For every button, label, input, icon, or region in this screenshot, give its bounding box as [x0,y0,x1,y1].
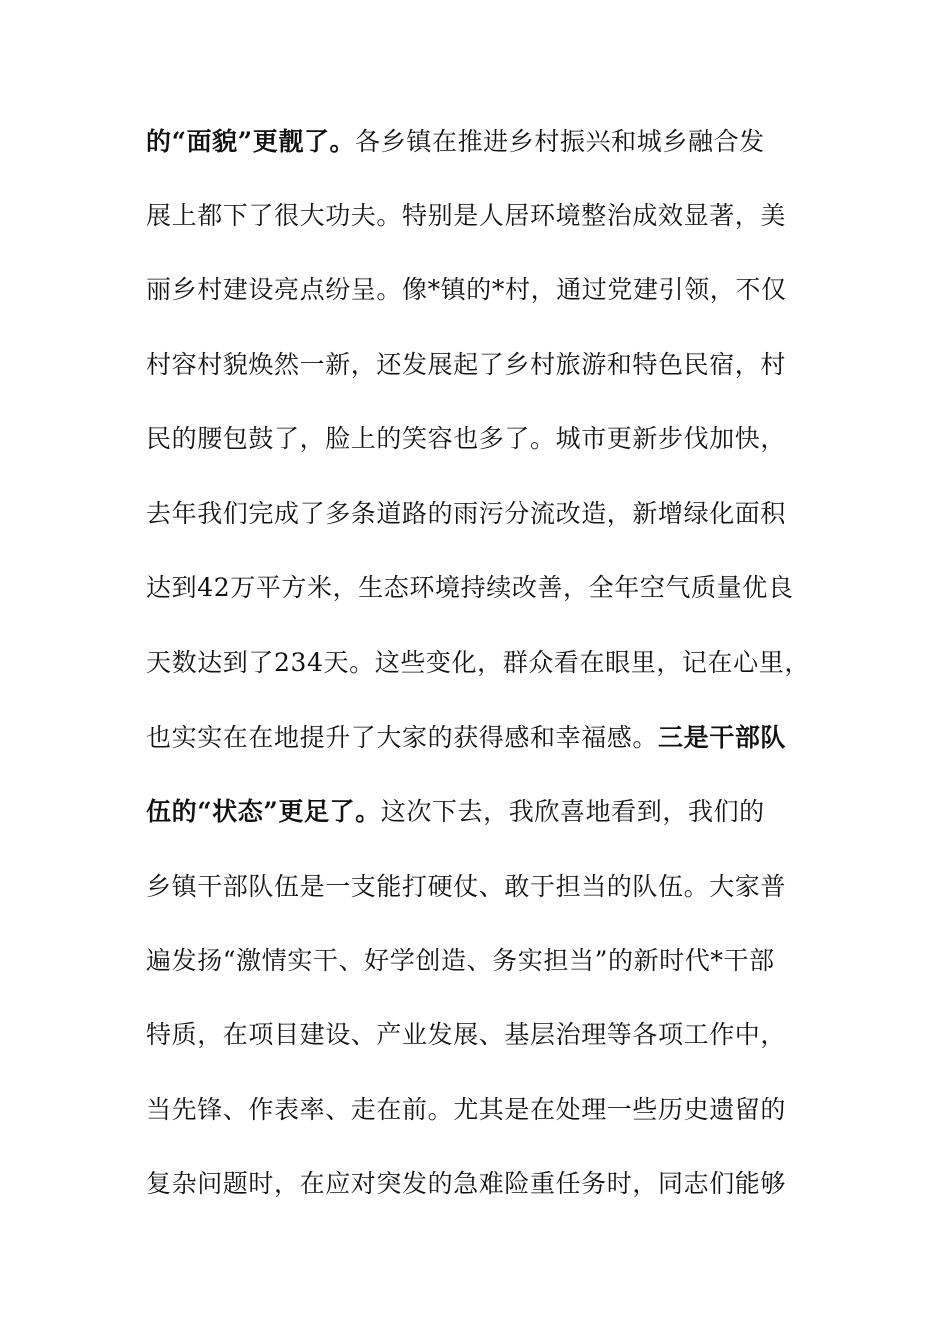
text-run: 三是干部队 [658,723,787,752]
text-line [146,1015,806,1055]
text-run: 各乡镇在推进乡村振兴和城乡融合发 [355,127,765,156]
text-run: 村容村貌焕然一新，还发展起了乡村旅游和特色民宿，村 [146,350,787,379]
text-line [146,867,806,907]
text-line [146,792,806,832]
text-run: 伍的“状态”更足了。 [146,797,381,826]
text-run: 当先锋、作表率、走在前。尤其是在处理一些历史遗留的 [146,1095,787,1124]
text-run: 去年我们完成了多条道路的雨污分流改造，新增绿化面积 [146,499,787,528]
text-run: 展上都下了很大功夫。特别是人居环境整治成效显著，美 [146,201,787,230]
text-line [146,1090,806,1130]
text-run: 达到42万平方米，生态环境持续改善，全年空气质量优良 [146,573,794,602]
text-line [146,643,810,683]
text-run: 特质，在项目建设、产业发展、基层治理等各项工作中， [146,1020,787,1049]
text-run: 遍发扬“激情实干、好学创造、务实担当”的新时代*干部 [146,946,775,975]
text-line [146,270,806,310]
text-line [146,494,806,534]
text-line [146,345,806,385]
text-line [146,718,806,758]
text-run: 民的腰包鼓了，脸上的笑容也多了。城市更新步伐加快， [146,424,787,453]
text-run: 的“面貌”更靓了。 [146,127,356,156]
text-run: 这次下去，我欣喜地看到，我们的 [380,797,765,826]
text-line [146,941,806,981]
text-line [146,196,806,236]
text-run: 也实实在在地提升了大家的获得感和幸福感。 [146,723,659,752]
text-line [146,568,806,608]
text-run: 天数达到了234天。这些变化，群众看在眼里，记在心里， [146,648,810,677]
text-line [146,122,806,162]
text-line [146,419,806,459]
text-run: 丽乡村建设亮点纷呈。像*镇的*村，通过党建引领，不仅 [146,275,787,304]
text-line [146,1164,806,1204]
text-run: 复杂问题时，在应对突发的急难险重任务时，同志们能够 [146,1169,787,1198]
text-run: 乡镇干部队伍是一支能打硬仗、敢于担当的队伍。大家普 [146,872,787,901]
